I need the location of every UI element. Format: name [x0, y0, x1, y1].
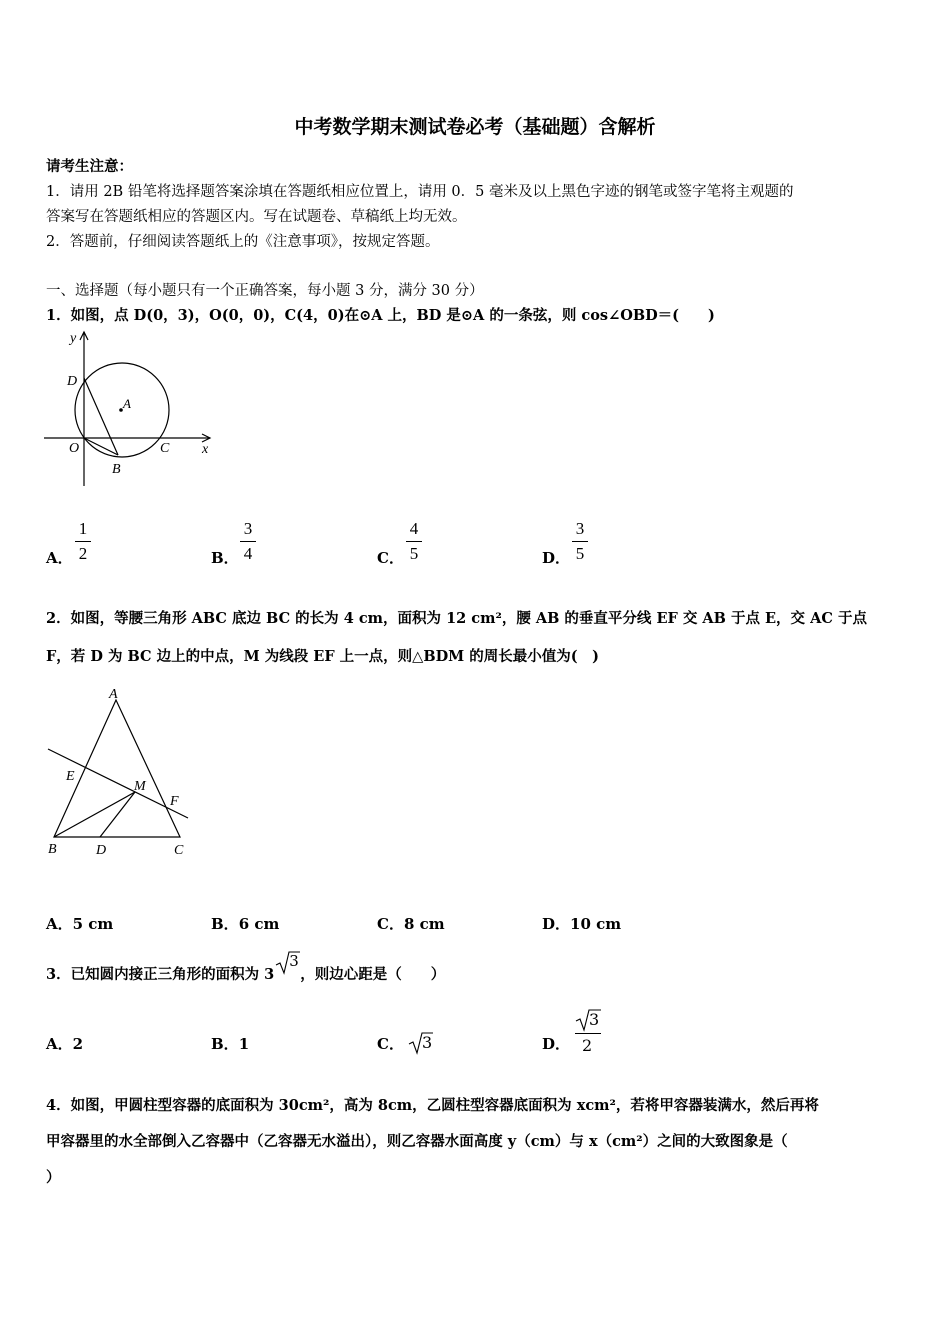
- notice-line-1b: 答案写在答题纸相应的答题区内。写在试题卷、草稿纸上均无效。: [46, 209, 467, 225]
- notice-line-2: 2．答题前，仔细阅读答题纸上的《注意事项》，按规定答题。: [46, 234, 440, 250]
- q1-option-a-fraction: [71, 519, 95, 564]
- q1-option-a-letter[interactable]: A．: [46, 549, 73, 567]
- q3-option-c-radicand: 3: [422, 1033, 433, 1052]
- q3-option-a-text: 2: [72, 1035, 84, 1053]
- q3-option-c-letter[interactable]: C．: [377, 1035, 404, 1053]
- q3-stem-part-2: ，则边心距是（ ）: [300, 966, 446, 983]
- q1-option-c-fraction: [402, 519, 426, 564]
- q4-stem-line-1: 4．如图，甲圆柱型容器的底面积为 30cm²，高为 8cm，乙圆柱型容器底面积为 xcm²，若将甲容器装满水，然后再将: [46, 1097, 819, 1114]
- q2-option-d[interactable]: [542, 913, 621, 934]
- q1-figure: [40, 328, 220, 492]
- q3-option-a-letter: A．: [46, 1035, 73, 1053]
- q1-option-d-letter[interactable]: D．: [542, 549, 571, 567]
- q3-sqrt: [274, 952, 300, 979]
- q2-label-M: M: [134, 779, 146, 794]
- q3-option-d-den: 2: [582, 1036, 593, 1055]
- q3-option-b-text: 1: [238, 1035, 250, 1053]
- q1-label-B: B: [112, 462, 121, 477]
- q4-stem-line-2: 甲容器里的水全部倒入乙容器中（乙容器无水溢出），则乙容器水面高度 y（cm）与 x（cm²）之间的大致图象是（: [46, 1133, 788, 1150]
- q2-segment-BM: [54, 792, 135, 837]
- q2-label-F: F: [170, 794, 179, 809]
- q2-segment-DM: [100, 792, 135, 837]
- q3-stem: [46, 952, 446, 984]
- q1-option-c-num: 4: [409, 519, 419, 538]
- q1-label-A: A: [123, 396, 131, 411]
- q2-option-d-letter: D．: [542, 915, 571, 933]
- q1-option-b-fraction: [236, 519, 260, 564]
- section-heading: 一、选择题（每小题只有一个正确答案，每小题 3 分，满分 30 分）: [46, 283, 484, 299]
- q1-option-c-den: 5: [409, 544, 419, 563]
- q1-label-C: C: [160, 441, 170, 456]
- q1-option-d-num: 3: [575, 519, 585, 538]
- q3-option-c-sqrt: [407, 1030, 433, 1056]
- q3-option-b-letter: B．: [211, 1035, 239, 1053]
- q2-label-E: E: [66, 769, 75, 784]
- q1-label-y: y: [70, 331, 77, 346]
- q3-sqrt-radicand: 3: [289, 952, 299, 970]
- q2-option-a-letter: A．: [46, 915, 73, 933]
- q3-option-d-num: 3: [589, 1010, 600, 1029]
- q2-option-c-text: 8 cm: [403, 915, 445, 933]
- q4-stem-line-3: ）: [46, 1169, 61, 1186]
- notice-line-1a: 1．请用 2B 铅笔将选择题答案涂填在答题纸相应位置上，请用 0．5 毫米及以上黑色字迹的钢笔或签字笔将主观题的: [46, 184, 794, 200]
- q2-option-c-letter: C．: [377, 915, 404, 933]
- notice-heading: 请考生注意：: [46, 158, 133, 175]
- q1-label-O: O: [69, 441, 80, 456]
- q2-label-B: B: [48, 842, 57, 857]
- q2-label-C: C: [174, 843, 184, 858]
- q1-option-d-fraction: [568, 519, 592, 564]
- q3-stem-part-1: 3．已知圆内接正三角形的面积为 3: [46, 966, 275, 983]
- q2-option-a[interactable]: [46, 913, 113, 934]
- q1-label-x: x: [202, 442, 209, 457]
- q2-label-A: A: [109, 687, 118, 702]
- q2-stem-line-2: F，若 D 为 BC 边上的中点，M 为线段 EF 上一点，则△BDM 的周长最小值为( ): [46, 648, 599, 665]
- page-title: 中考数学期末测试卷必考（基础题）含解析: [294, 116, 656, 138]
- q1-option-d-den: 5: [575, 544, 585, 563]
- q3-option-b[interactable]: [211, 1033, 249, 1054]
- q1-option-b-den: 4: [243, 544, 253, 563]
- q1-option-a-num: 1: [78, 519, 88, 538]
- q2-option-d-text: 10 cm: [570, 915, 622, 933]
- q2-option-b[interactable]: [211, 913, 279, 934]
- q1-label-D: D: [67, 374, 78, 389]
- q3-option-d-fraction: [573, 1007, 603, 1057]
- q1-option-b-num: 3: [243, 519, 253, 538]
- q2-option-b-letter: B．: [211, 915, 239, 933]
- q2-option-c[interactable]: [377, 913, 445, 934]
- q2-option-a-text: 5 cm: [72, 915, 114, 933]
- q2-option-b-text: 6 cm: [238, 915, 280, 933]
- q2-label-D: D: [96, 843, 107, 858]
- q3-option-a[interactable]: [46, 1033, 83, 1054]
- q2-figure: [40, 684, 200, 860]
- q2-stem-line-1: 2．如图，等腰三角形 ABC 底边 BC 的长为 4 cm，面积为 12 cm²，腰 AB 的垂直平分线 EF 交 AB 于点 E，交 AC 于点: [46, 610, 867, 627]
- q1-stem: 1．如图，点 D(0，3)，O(0，0)，C(4，0)在⊙A 上，BD 是⊙A 的一条弦，则 cos∠OBD＝( ): [46, 307, 715, 324]
- q1-option-a-den: 2: [78, 544, 88, 563]
- q3-option-d-letter[interactable]: D．: [542, 1035, 571, 1053]
- q1-option-b-letter[interactable]: B．: [211, 549, 239, 567]
- q1-option-c-letter[interactable]: C．: [377, 549, 404, 567]
